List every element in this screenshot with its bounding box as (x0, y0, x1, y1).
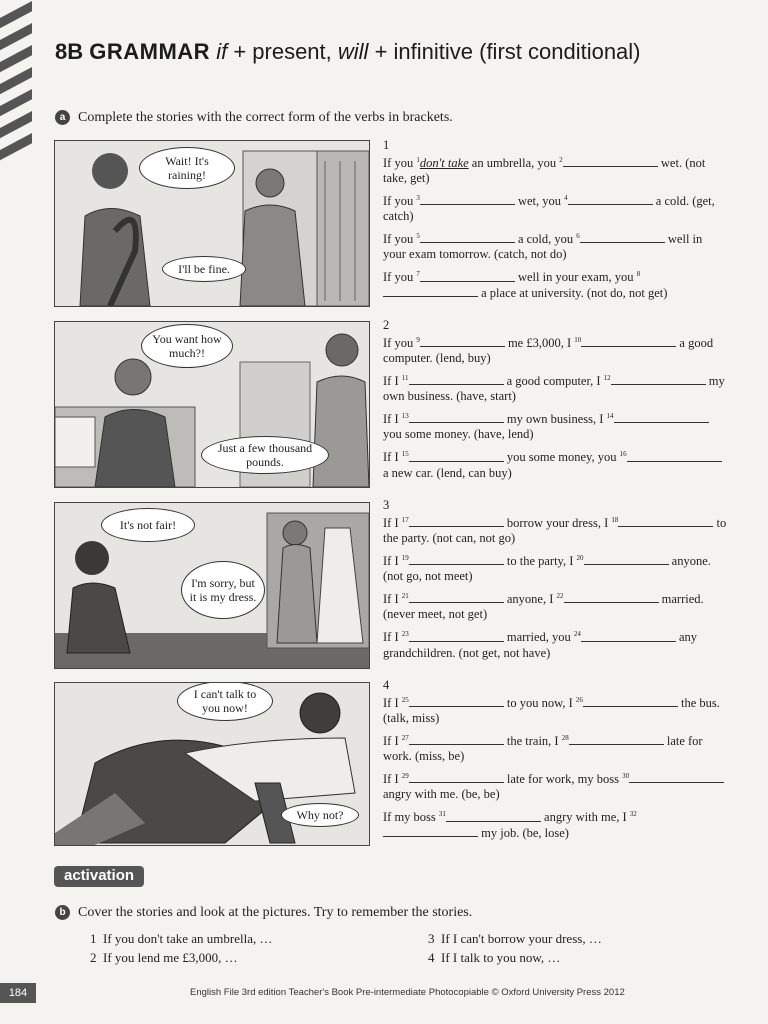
exercise-a-badge: a (55, 110, 70, 125)
story-number: 2 (383, 318, 390, 332)
answer-blank[interactable] (446, 811, 541, 822)
exercise-line: If I $^{21}$ anyone, I $^{22}$ married. (never meet, not get) (383, 592, 704, 622)
story-number: 1 (383, 138, 390, 152)
example-answer: don't take (419, 156, 469, 171)
answer-blank[interactable] (627, 451, 722, 462)
answer-blank[interactable] (383, 286, 478, 297)
answer-blank[interactable] (409, 592, 504, 603)
exercise-line: If I $^{15}$ you some money, you $^{16}$ a new car. (lend, can buy) (383, 447, 728, 480)
prompt-item: 1 If you don't take an umbrella, … (90, 931, 273, 946)
prompt-item: 4 If I talk to you now, … (428, 950, 561, 965)
story-4-illustration (54, 682, 370, 846)
answer-blank[interactable] (420, 271, 515, 282)
answer-blank[interactable] (409, 631, 504, 642)
answer-blank[interactable] (420, 232, 515, 243)
exercise-line: If you $^5$ a cold, you $^6$ well in your exam tomorrow. (catch, not do) (383, 232, 703, 262)
speech-bubble: I can't talk to you now! (177, 682, 273, 721)
exercise-a-instruction: a Complete the stories with the correct form of the verbs in brackets. (55, 110, 453, 126)
exercise-line: If I $^{29}$ late for work, my boss $^{30}$ angry with me. (be, be) (383, 769, 728, 802)
page-title: 8B GRAMMAR if + present, will + infinitive (first conditional) (55, 39, 641, 64)
exercise-line: If I $^{13}$ my own business, I $^{14}$ you some money. (have, lend) (383, 409, 728, 442)
speech-bubble: You want how much?! (141, 324, 233, 368)
exercise-line: If you $^3$ wet, you $^4$ a cold. (get, catch) (383, 194, 715, 224)
answer-blank[interactable] (409, 412, 504, 423)
exercise-line: If you $^1$don't take an umbrella, you $^2$ wet. (not take, get) (383, 156, 706, 186)
answer-blank[interactable] (409, 734, 504, 745)
exercise-line: If I $^{17}$ borrow your dress, I $^{18}$ to the party. (not can, not go) (383, 516, 727, 546)
answer-blank[interactable] (383, 826, 478, 837)
decorative-stripes (0, 0, 32, 172)
story-number: 4 (383, 678, 390, 692)
story-1-text (383, 138, 728, 306)
copyright-credit: English File 3rd edition Teacher's Book Pre-intermediate Photocopiable © Oxford University Press 2012 (190, 987, 625, 998)
exercise-b-instruction: b Cover the stories and look at the pictures. Try to remember the stories. (55, 905, 472, 921)
answer-blank[interactable] (611, 374, 706, 385)
answer-blank[interactable] (420, 336, 505, 347)
prompt-column-right (428, 929, 602, 967)
answer-blank[interactable] (614, 412, 709, 423)
answer-blank[interactable] (409, 374, 504, 385)
answer-blank[interactable] (569, 734, 664, 745)
speech-bubble: Why not? (281, 803, 359, 827)
answer-blank[interactable] (583, 696, 678, 707)
exercise-line: If you $^7$ well in your exam, you $^8$ a place at university. (not do, not get) (383, 270, 668, 300)
story-number: 3 (383, 498, 390, 512)
exercise-line: If I $^{11}$ a good computer, I $^{12}$ my own business. (have, start) (383, 374, 725, 404)
exercise-line: If my boss $^{31}$ angry with me, I $^{32}$ my job. (be, lose) (383, 810, 637, 840)
exercise-b-badge: b (55, 905, 70, 920)
answer-blank[interactable] (629, 772, 724, 783)
speech-bubble: I'm sorry, but it is my dress. (181, 561, 265, 619)
speech-bubble: Just a few thousand pounds. (201, 436, 329, 474)
story-3-illustration (54, 502, 370, 669)
exercise-line: If I $^{25}$ to you now, I $^{26}$ the bus. (talk, miss) (383, 696, 720, 726)
story-2-illustration (54, 321, 370, 488)
answer-blank[interactable] (409, 554, 504, 565)
answer-blank[interactable] (580, 232, 665, 243)
activation-heading: activation (54, 866, 144, 887)
answer-blank[interactable] (409, 696, 504, 707)
story-3-text (383, 498, 728, 666)
answer-blank[interactable] (584, 554, 669, 565)
exercise-line: If you $^9$ me £3,000, I $^{10}$ a good computer. (lend, buy) (383, 336, 714, 366)
story-2-text (383, 318, 728, 486)
story-4-text (383, 678, 728, 846)
prompt-item: 3 If I can't borrow your dress, … (428, 931, 602, 946)
exercise-line: If I $^{27}$ the train, I $^{28}$ late for work. (miss, be) (383, 734, 703, 764)
page-number: 184 (0, 983, 36, 1003)
answer-blank[interactable] (581, 631, 676, 642)
answer-blank[interactable] (409, 772, 504, 783)
prompt-column-left (90, 929, 273, 967)
exercise-line: If I $^{19}$ to the party, I $^{20}$ anyone. (not go, not meet) (383, 554, 711, 584)
prompt-item: 2 If you lend me £3,000, … (90, 950, 238, 965)
speech-bubble: It's not fair! (101, 508, 195, 542)
answer-blank[interactable] (409, 451, 504, 462)
exercise-line: If I $^{23}$ married, you $^{24}$ any grandchildren. (not get, not have) (383, 630, 698, 660)
answer-blank[interactable] (581, 336, 676, 347)
speech-bubble: Wait! It's raining! (139, 147, 235, 189)
answer-blank[interactable] (564, 592, 659, 603)
answer-blank[interactable] (409, 516, 504, 527)
answer-blank[interactable] (568, 194, 653, 205)
answer-blank[interactable] (420, 194, 515, 205)
answer-blank[interactable] (563, 156, 658, 167)
speech-bubble: I'll be fine. (162, 256, 246, 282)
story-1-illustration (54, 140, 370, 307)
answer-blank[interactable] (618, 516, 713, 527)
